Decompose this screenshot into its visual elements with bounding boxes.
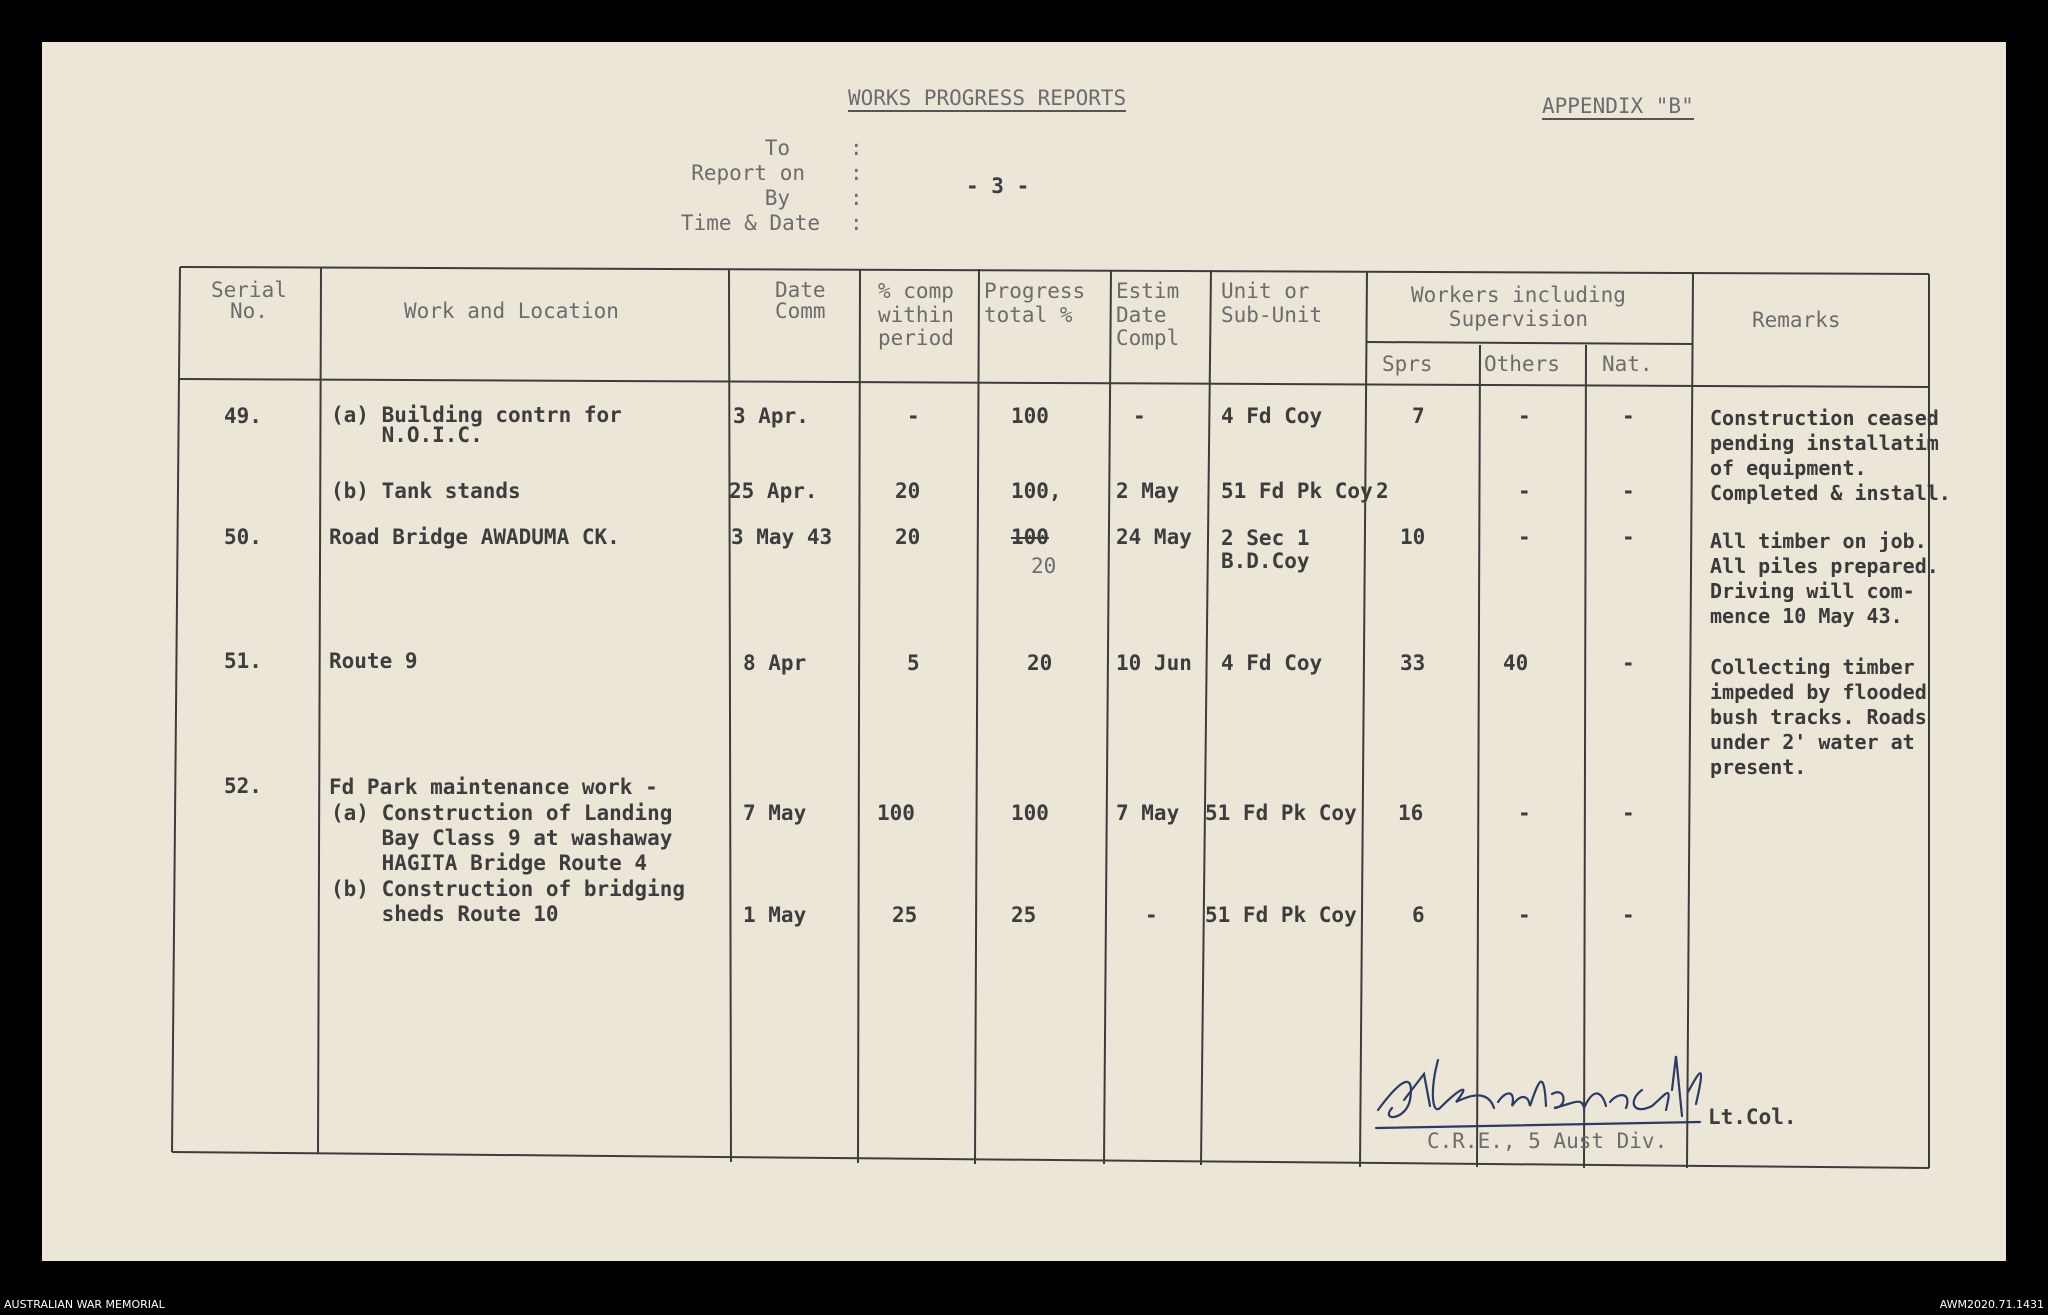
others-cell: - [1518,479,1531,503]
nat-cell: - [1622,479,1635,503]
work-cell: (b) Construction of bridging sheds Route 10 [331,877,686,927]
field-report-on-colon: : [850,161,863,185]
field-to-colon: : [850,136,863,160]
progress-cell: 100, [1011,479,1062,503]
nat-cell: - [1622,801,1635,825]
footer-accession-number: AWM2020.71.1431 [1939,1298,2044,1311]
remarks-cell: Completed & install. [1710,481,1951,505]
progress-cell: 20 [1027,651,1053,675]
col-header-remarks: Remarks [1752,308,1841,332]
others-cell: - [1518,525,1531,549]
work-cell: (a) Construction of Landing Bay Class 9 at washaway HAGITA Bridge Route 4 [331,801,673,876]
sprs-cell: 7 [1412,404,1425,428]
work-cell: Road Bridge AWADUMA CK. [329,525,620,549]
signer-title: C.R.E., 5 Aust Div. [1427,1129,1668,1153]
date-cell: 3 May 43 [731,525,833,549]
estim-cell: 24 May [1116,525,1192,549]
progress-correction: 20 [1031,554,1057,578]
others-cell: - [1518,404,1531,428]
estim-cell: - [1145,903,1158,927]
field-by-label: By [764,186,790,210]
nat-cell: - [1622,903,1635,927]
footer-archive-label: AUSTRALIAN WAR MEMORIAL [4,1298,165,1311]
col-header-sprs: Sprs [1382,352,1433,376]
date-cell: 1 May [743,903,807,927]
estim-cell: 2 May [1116,479,1180,503]
estim-cell: 10 Jun [1116,651,1192,675]
date-cell: 3 Apr. [733,404,809,428]
sprs-cell: 2 [1376,479,1389,503]
serial-cell: 50. [224,525,262,549]
work-cell: (a) Building contrn for N.O.I.C. [331,403,622,447]
serial-cell: 49. [224,404,262,428]
document-title: WORKS PROGRESS REPORTS [848,86,1127,110]
sprs-cell: 16 [1398,801,1424,825]
progress-cell: 100 [1011,801,1049,825]
page-number: - 3 - [966,174,1030,198]
remarks-cell: Collecting timber impeded by flooded bush tracks. Roads under 2' water at present. [1710,655,1927,779]
progress-cell: 25 [1011,903,1037,927]
appendix-label: APPENDIX "B" [1542,94,1694,118]
others-cell: 40 [1503,651,1529,675]
col-header-work: Work and Location [404,299,619,323]
serial-cell: 51. [224,649,262,673]
work-cell: Fd Park maintenance work - [329,775,658,799]
col-header-serial: Serial No. [211,278,287,323]
col-header-nat: Nat. [1602,352,1653,376]
col-header-pct-comp: % comp within period [878,279,954,351]
progress-cell: 100 [1011,404,1049,428]
remarks-cell: Construction ceased pending installatim of equipment. [1710,406,1939,480]
nat-cell: - [1622,404,1635,428]
estim-cell: - [1133,404,1146,428]
unit-cell: 4 Fd Coy [1221,651,1323,675]
pct-cell: 20 [895,525,921,549]
sprs-cell: 10 [1400,525,1426,549]
others-cell: - [1518,903,1531,927]
pct-cell: - [907,404,920,428]
others-cell: - [1518,801,1531,825]
signer-rank: Lt.Col. [1708,1105,1797,1129]
date-cell: 25 Apr. [729,479,818,503]
field-report-on-label: Report on [691,161,805,185]
remarks-cell: All timber on job. All piles prepared. Driving will com- mence 10 May 43. [1710,529,1939,628]
field-to-label: To [764,136,790,160]
work-cell: (b) Tank stands [331,479,521,503]
pct-cell: 100 [877,801,915,825]
unit-cell: 51 Fd Pk Coy [1221,479,1373,503]
unit-cell: 51 Fd Pk Coy [1205,903,1357,927]
field-time-date-colon: : [850,211,863,235]
col-header-date-comm: Date Comm [775,278,826,323]
col-header-workers: Workers including Supervision [1411,283,1626,331]
serial-cell: 52. [224,774,262,798]
col-header-progress: Progress total % [984,279,1086,327]
date-cell: 8 Apr [743,651,807,675]
pct-cell: 20 [895,479,921,503]
field-time-date-label: Time & Date [680,211,820,235]
field-by-colon: : [850,186,863,210]
col-header-unit: Unit or Sub-Unit [1221,279,1323,327]
nat-cell: - [1622,651,1635,675]
sprs-cell: 6 [1412,903,1425,927]
handwritten-signature [1370,1030,1750,1140]
nat-cell: - [1622,525,1635,549]
unit-cell: 4 Fd Coy [1221,404,1323,428]
estim-cell: 7 May [1116,801,1180,825]
progress-cell: 100 [1011,525,1049,549]
unit-cell: 2 Sec 1 B.D.Coy [1221,526,1310,574]
col-header-estim: Estim Date Compl [1116,279,1180,351]
col-header-others: Others [1484,352,1560,376]
unit-cell: 51 Fd Pk Coy [1205,801,1357,825]
pct-cell: 5 [907,651,920,675]
pct-cell: 25 [892,903,918,927]
date-cell: 7 May [743,801,807,825]
work-cell: Route 9 [329,649,418,673]
sprs-cell: 33 [1400,651,1426,675]
